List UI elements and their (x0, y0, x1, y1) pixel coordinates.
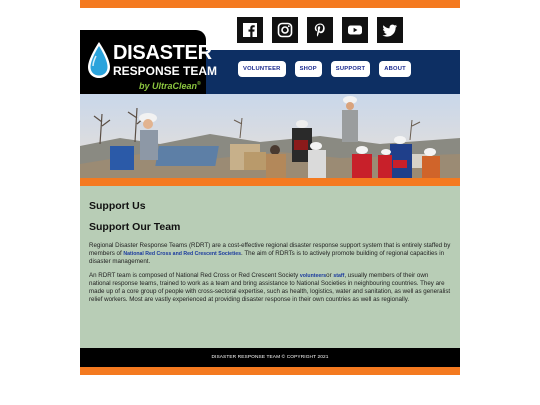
instagram-icon (277, 22, 293, 38)
p1-text-before: Regional Disaster Response Teams (RDRT) are a cost-effective regional disaster response support system that is entirely staffed by members of (89, 242, 451, 257)
nav-about-button[interactable]: ABOUT (379, 61, 411, 77)
facebook-icon (242, 22, 258, 38)
section-heading: Support Our Team (89, 221, 181, 233)
top-accent-bar (80, 0, 460, 8)
mid-accent-bar (80, 178, 460, 186)
nav-volunteer-button[interactable]: VOLUNTEER (238, 61, 286, 77)
p2-text-before: An RDRT team is composed of National Red Cross or Red Crescent Society (89, 272, 300, 279)
nav-support-button[interactable]: SUPPORT (331, 61, 370, 77)
paragraph-2 (89, 272, 451, 304)
p2-or-text: or (326, 272, 332, 279)
worker-1 (139, 113, 158, 160)
main-nav (238, 61, 411, 77)
instagram-link[interactable] (272, 17, 298, 43)
p1-text-after: . The aim of RDRTs is to actively promote building of regional capacities in disaster management. (89, 250, 445, 265)
pinterest-icon (312, 22, 328, 38)
youtube-link[interactable] (342, 17, 368, 43)
main-content (80, 186, 460, 348)
twitter-icon (382, 22, 398, 38)
site-header (80, 8, 460, 94)
bottom-accent-bar (80, 367, 460, 375)
nav-shop-button[interactable]: SHOP (295, 61, 322, 77)
facebook-link[interactable] (237, 17, 263, 43)
staff-link[interactable]: staff (333, 273, 345, 279)
page-title: Support Us (89, 200, 146, 212)
logo-line-1: DISASTER (113, 42, 212, 64)
site-logo[interactable] (80, 30, 218, 102)
volunteers-link[interactable]: volunteers (299, 273, 327, 279)
site-footer: DISASTER RESPONSE TEAM © COPYRIGHT 2021 (80, 348, 460, 367)
youtube-icon (347, 22, 363, 38)
logo-line-3: by UltraClean® (139, 81, 201, 91)
hero-photo (80, 94, 460, 178)
paragraph-1 (89, 242, 451, 266)
pinterest-link[interactable] (307, 17, 333, 43)
social-links (237, 17, 403, 43)
p2-text-after: , usually members of their own national response teams, trained to work as a team and bring assistance to National Societies in neighbouring countries. They are made up of a core group of people with cross-sectoral expertise, such as health, logistics, water and sanitation, as well as generalist relief workers. Most are vastly experienced at providing disaster response in their own countries as well as regionally. (89, 272, 451, 303)
twitter-link[interactable] (377, 17, 403, 43)
water-drop-icon (86, 40, 112, 80)
red-cross-societies-link[interactable]: National Red Cross and Red Crescent Societies (123, 251, 242, 257)
hero-image (80, 94, 460, 178)
page-frame (80, 0, 460, 375)
logo-line-2: RESPONSE TEAM (113, 64, 218, 78)
